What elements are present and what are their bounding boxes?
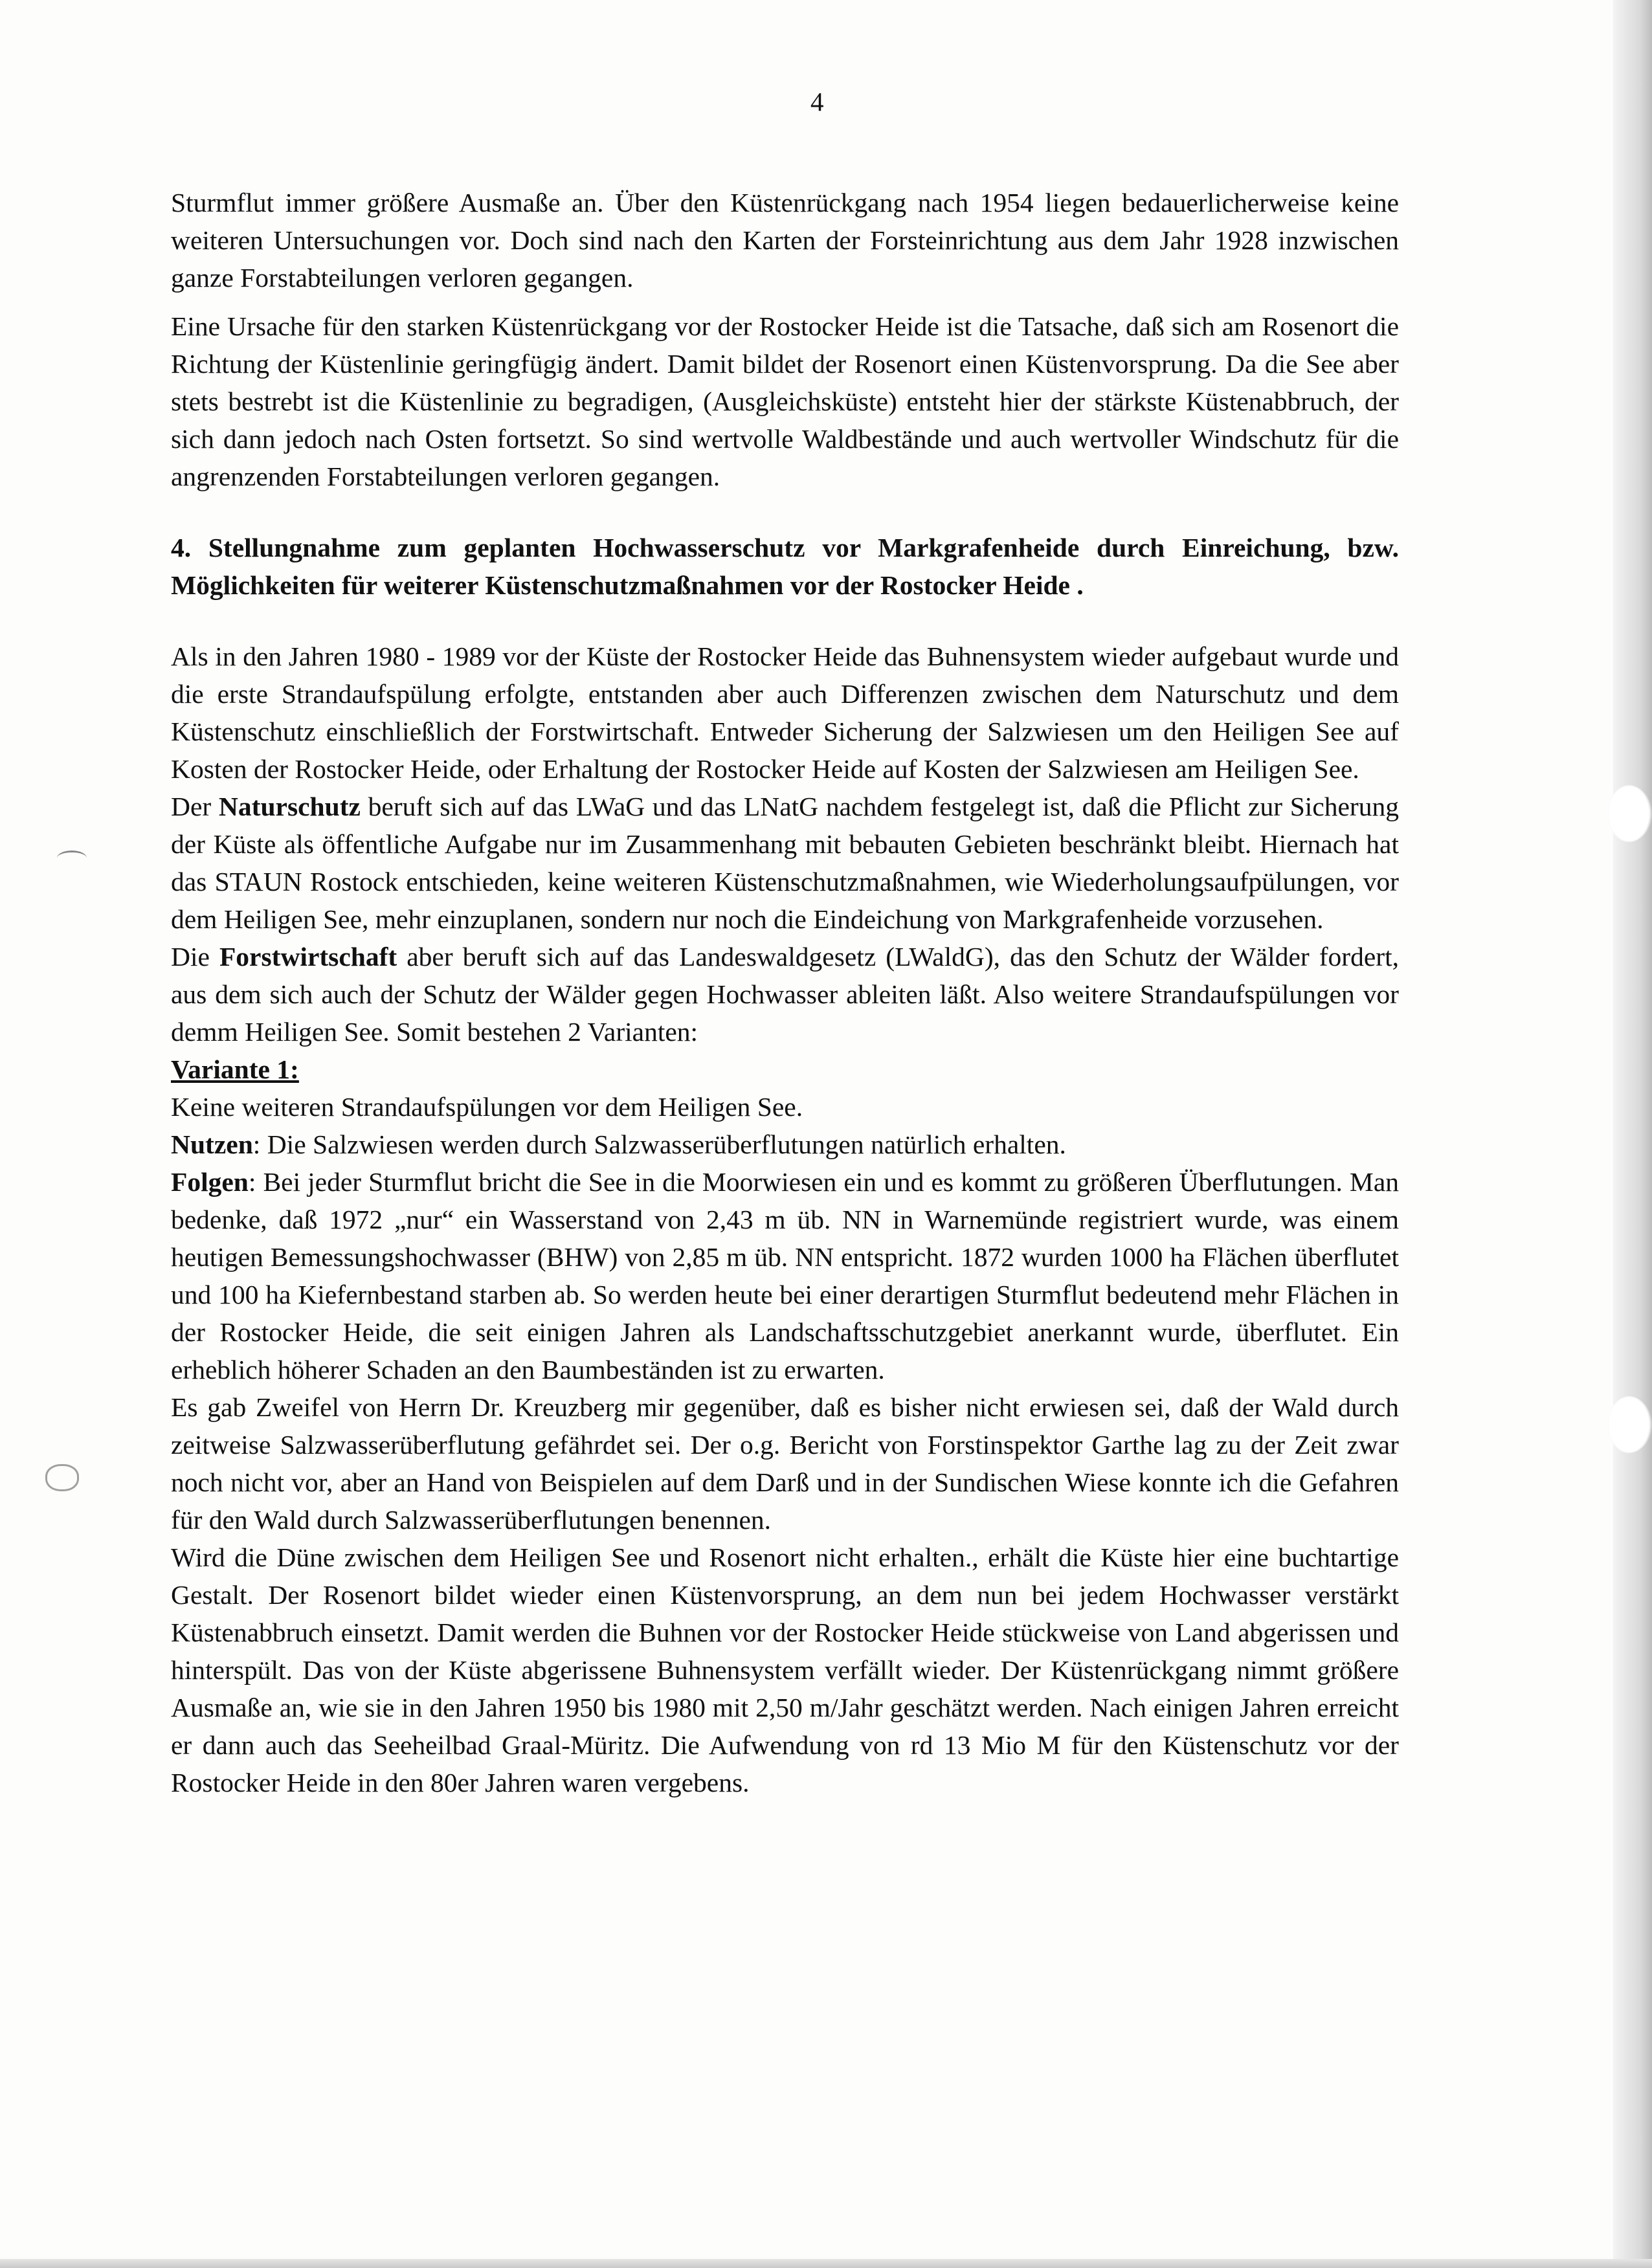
margin-mark-top	[57, 850, 87, 865]
punch-hole-top	[1608, 784, 1652, 843]
forstwirtschaft-prefix: Die	[171, 942, 219, 972]
paragraph-folgen	[171, 1163, 1399, 1388]
paragraph-buhnensystem: Als in den Jahren 1980 - 1989 vor der Küste der Rostocker Heide das Buhnensystem wieder aufgebaut wurde und die erste Strandaufspülung erfolgte, entstanden aber auch Differenzen zwischen dem Naturschutz und dem Küstenschutz einschließlich der Forstwirtschaft. Entweder Sicherung der Salzwiesen um den Heiligen See auf Kosten der Rostocker Heide, oder Erhaltung der Rostocker Heide auf Kosten der Salzwiesen am Heiligen See.	[171, 641, 1399, 784]
nutzen-label: Nutzen	[171, 1129, 253, 1159]
punch-hole-bottom	[1608, 1395, 1652, 1454]
folgen-text: : Bei jeder Sturmflut bricht die See in die Moorwiesen ein und es kommt zu größeren Überflutungen. Man bedenke, daß 1972 „nur“ ein Wasserstand von 2,43 m üb. NN in Warnemünde registriert wurde, was einem heutigen Bemessungshochwasser (BHW) von 2,85 m üb. NN entspricht. 1872 wurden 1000 ha Flächen überflutet und 100 ha Kiefernbestand starben ab. So werden heute bei einer derartigen Sturmflut bedeutend mehr Flächen in der Rostocker Heide, die seit einigen Jahren als Landschaftsschutzgebiet anerkannt wurde, überflutet. Ein erheblich höherer Schaden an den Baumbeständen ist zu erwarten.	[171, 1167, 1399, 1384]
document-body	[171, 184, 1399, 1801]
paragraph-sturmflut: Sturmflut immer größere Ausmaße an. Über den Küstenrückgang nach 1954 liegen bedauerlicherweise keine weiteren Untersuchungen vor. Doch sind nach den Karten der Forsteinrichtung aus dem Jahr 1928 inzwischen ganze Forstabteilungen verloren gegangen.	[171, 188, 1399, 293]
variant-description: Keine weiteren Strandaufspülungen vor dem Heiligen See.	[171, 1092, 803, 1122]
margin-mark-bottom	[45, 1464, 79, 1491]
paragraph-forstwirtschaft	[171, 938, 1399, 1051]
paragraph-ursache: Eine Ursache für den starken Küstenrückgang vor der Rostocker Heide ist die Tatsache, daß sich am Rosenort die Richtung der Küstenlinie geringfügig ändert. Damit bildet der Rosenort einen Küstenvorsprung. Da die See aber stets bestrebt ist die Küstenlinie zu begradigen, (Ausgleichsküste) entsteht hier der stärkste Küstenabbruch, der sich dann jedoch nach Osten fortsetzt. So sind wertvolle Waldbestände und auch wertvoller Windschutz für die angrenzenden Forstabteilungen verloren gegangen.	[171, 311, 1399, 491]
forstwirtschaft-term: Forstwirtschaft	[219, 942, 397, 972]
variant-heading	[171, 1051, 1399, 1088]
paragraph-nutzen	[171, 1126, 1399, 1163]
page-number: 4	[810, 87, 824, 117]
scan-edge-bottom	[0, 2259, 1652, 2268]
naturschutz-text: beruft sich auf das LWaG und das LNatG nachdem festgelegt ist, daß die Pflicht zur Sicherung der Küste als öffentliche Aufgabe nur im Zusammenhang mit bebauten Gebieten beschränkt bleibt. Hiernach hat das STAUN Rostock entschieden, keine weiteren Küstenschutzmaßnahmen, wie Wiederholungsaufpülungen, vor dem Heiligen See, mehr einzuplanen, sondern nur noch die Eindeichung von Markgrafenheide vorzusehen.	[171, 792, 1399, 934]
paragraph-duene: Wird die Düne zwischen dem Heiligen See und Rosenort nicht erhalten., erhält die Küste hier eine buchtartige Gestalt. Der Rosenort bildet wieder einen Küstenvorsprung, an dem nun bei jedem Hochwasser verstärkt Küstenabbruch einsetzt. Damit werden die Buhnen vor der Rostocker Heide stückweise von Land abgerissen und hinterspült. Das von der Küste abgerissene Buhnensystem verfällt wieder. Der Küstenrückgang nimmt größere Ausmaße an, wie sie in den Jahren 1950 bis 1980 mit 2,50 m/Jahr geschätzt werden. Nach einigen Jahren erreicht er dann auch das Seeheilbad Graal-Müritz. Die Aufwendung von rd 13 Mio M für den Küstenschutz vor der Rostocker Heide in den 80er Jahren waren vergebens.	[171, 1542, 1399, 1797]
variant-label: Variante 1:	[171, 1054, 299, 1084]
nutzen-text: : Die Salzwiesen werden durch Salzwasserüberflutungen natürlich erhalten.	[252, 1129, 1066, 1159]
scan-edge-right	[1613, 0, 1652, 2268]
section-heading: 4. Stellungnahme zum geplanten Hochwasserschutz vor Markgrafenheide durch Einreichung, bzw. Möglichkeiten für weiterer Küstenschutzmaßnahmen vor der Rostocker Heide .	[171, 533, 1399, 600]
naturschutz-term: Naturschutz	[218, 792, 361, 821]
paragraph-zweifel: Es gab Zweifel von Herrn Dr. Kreuzberg mir gegenüber, daß es bisher nicht erwiesen sei, daß der Wald durch zeitweise Salzwasserüberflutung gefährdet sei. Der o.g. Bericht von Forstinspektor Garthe lag zu der Zeit zwar noch nicht vor, aber an Hand von Beispielen auf dem Darß und in der Sundischen Wiese konnte ich die Gefahren für den Wald durch Salzwasserüberflutungen benennen.	[171, 1392, 1399, 1535]
naturschutz-prefix: Der	[171, 792, 219, 821]
forstwirtschaft-text: aber beruft sich auf das Landeswaldgesetz (LWaldG), das den Schutz der Wälder fordert, aus dem sich auch der Schutz der Wälder gegen Hochwasser ableiten läßt. Also weitere Strandaufspülungen vor demm Heiligen See. Somit bestehen 2 Varianten:	[171, 942, 1400, 1047]
paragraph-naturschutz	[171, 788, 1399, 938]
folgen-label: Folgen	[171, 1167, 249, 1197]
